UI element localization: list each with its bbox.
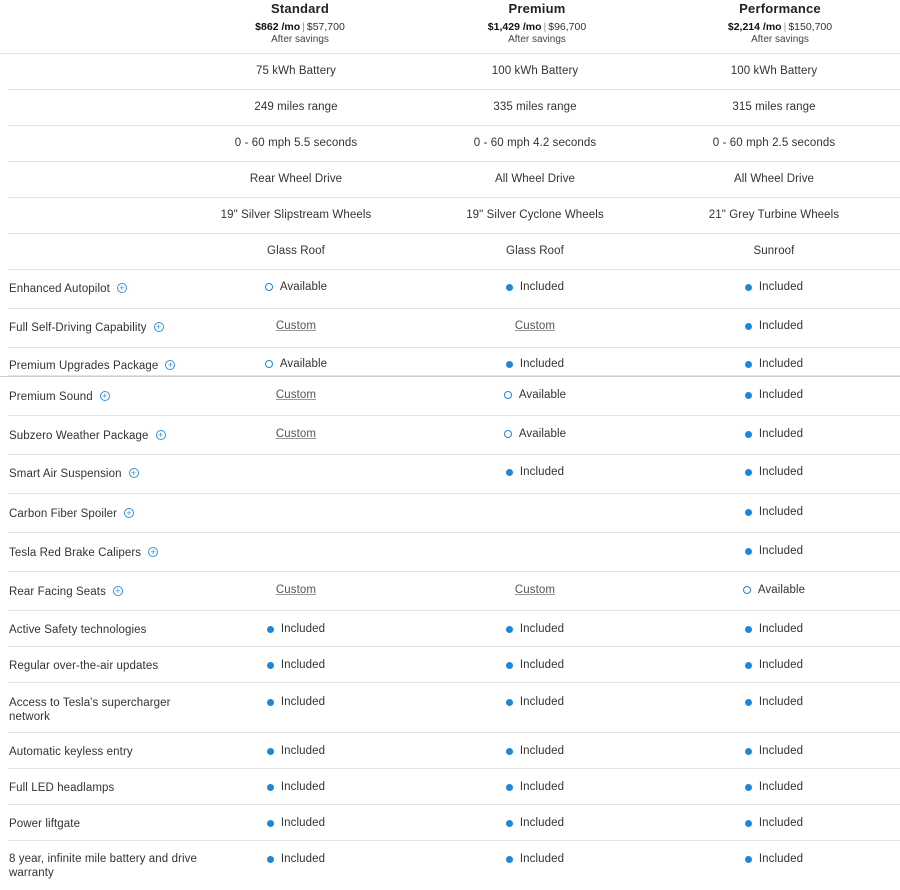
filled-dot-icon xyxy=(267,820,274,827)
status-text: Included xyxy=(758,696,804,708)
spec-cell: Sunroof xyxy=(753,245,795,257)
feature-row xyxy=(8,309,900,348)
plan-monthly-price: $1,429 /mo xyxy=(487,21,542,33)
feature-cell xyxy=(176,781,416,794)
feature-cell xyxy=(176,853,416,866)
spec-row xyxy=(8,90,900,126)
included-status xyxy=(745,781,803,793)
spec-cell: 0 - 60 mph 5.5 seconds xyxy=(234,137,358,149)
included-status xyxy=(745,696,803,708)
feature-cell xyxy=(654,659,894,672)
included-status xyxy=(745,745,803,757)
feature-cell xyxy=(654,696,894,709)
feature-cell xyxy=(176,659,416,672)
filled-dot-icon xyxy=(506,748,513,755)
status-text: Included xyxy=(758,853,804,865)
filled-dot-icon xyxy=(506,469,513,476)
feature-cell xyxy=(654,781,894,794)
feature-cell xyxy=(654,623,894,636)
filled-dot-icon xyxy=(506,361,513,368)
spec-cell: Glass Roof xyxy=(506,245,564,257)
custom-link[interactable]: Custom xyxy=(275,428,317,440)
info-plus-icon[interactable]: + xyxy=(113,586,123,596)
feature-cell xyxy=(654,853,894,866)
status-text: Included xyxy=(519,745,565,757)
status-text: Included xyxy=(280,623,326,635)
filled-dot-icon xyxy=(745,392,752,399)
feature-label-text: Automatic keyless entry xyxy=(9,746,133,758)
feature-label-text: Full LED headlamps xyxy=(9,782,115,794)
feature-cell xyxy=(654,281,894,294)
feature-row xyxy=(8,348,900,376)
spec-cell: 19" Silver Slipstream Wheels xyxy=(220,209,372,221)
feature-cell xyxy=(176,428,416,440)
feature-row xyxy=(8,270,900,309)
custom-link[interactable]: Custom xyxy=(275,389,317,401)
status-text: Available xyxy=(279,281,328,293)
status-text: Included xyxy=(280,817,326,829)
feature-row xyxy=(8,647,900,683)
filled-dot-icon xyxy=(267,662,274,669)
status-text: Included xyxy=(758,545,804,557)
status-text: Included xyxy=(519,623,565,635)
available-status xyxy=(504,389,566,401)
included-status xyxy=(506,781,564,793)
filled-dot-icon xyxy=(745,626,752,633)
hollow-circle-icon xyxy=(504,391,512,399)
feature-cell xyxy=(415,428,655,441)
filled-dot-icon xyxy=(506,626,513,633)
feature-label xyxy=(9,817,80,831)
feature-row xyxy=(8,769,900,805)
feature-row xyxy=(8,533,900,572)
plan-total-price: $96,700 xyxy=(548,21,587,33)
included-status xyxy=(745,428,803,440)
feature-cell xyxy=(415,466,655,479)
status-text: Available xyxy=(518,389,567,401)
info-plus-icon[interactable]: + xyxy=(165,360,175,370)
filled-dot-icon xyxy=(745,748,752,755)
status-text: Available xyxy=(279,358,328,370)
feature-row xyxy=(8,733,900,769)
plan-performance xyxy=(660,0,900,45)
available-status xyxy=(265,281,327,293)
feature-cell xyxy=(415,781,655,794)
status-text: Available xyxy=(757,584,806,596)
spec-cell: Glass Roof xyxy=(267,245,325,257)
feature-cell xyxy=(654,545,894,558)
filled-dot-icon xyxy=(506,856,513,863)
feature-row xyxy=(8,841,900,890)
feature-cell xyxy=(176,745,416,758)
spec-cell: 21" Grey Turbine Wheels xyxy=(708,209,840,221)
included-status xyxy=(506,358,564,370)
spec-cell: All Wheel Drive xyxy=(733,173,815,185)
included-status xyxy=(267,623,325,635)
spec-cell: 315 miles range xyxy=(732,101,816,113)
included-status xyxy=(745,320,803,332)
filled-dot-icon xyxy=(267,784,274,791)
feature-cell xyxy=(415,817,655,830)
feature-label-text: Access to Tesla's supercharger network xyxy=(9,697,171,723)
status-text: Included xyxy=(280,659,326,671)
status-text: Included xyxy=(758,817,804,829)
info-plus-icon[interactable]: + xyxy=(100,391,110,401)
feature-label xyxy=(9,852,199,880)
filled-dot-icon xyxy=(267,748,274,755)
filled-dot-icon xyxy=(267,626,274,633)
info-plus-icon[interactable]: + xyxy=(129,468,139,478)
spec-row xyxy=(8,126,900,162)
status-text: Included xyxy=(758,506,804,518)
feature-cell xyxy=(415,320,655,332)
filled-dot-icon xyxy=(745,323,752,330)
info-plus-icon[interactable]: + xyxy=(156,430,166,440)
included-status xyxy=(267,781,325,793)
feature-row xyxy=(8,611,900,647)
feature-label-text: Premium Upgrades Package xyxy=(9,360,159,372)
feature-label-text: Rear Facing Seats xyxy=(9,586,106,598)
spec-cell: 0 - 60 mph 4.2 seconds xyxy=(473,137,597,149)
status-text: Included xyxy=(758,320,804,332)
status-text: Included xyxy=(519,817,565,829)
spec-cell: 100 kWh Battery xyxy=(491,65,579,77)
status-text: Included xyxy=(280,781,326,793)
feature-label-text: Smart Air Suspension xyxy=(9,468,122,480)
info-plus-icon[interactable]: + xyxy=(148,547,158,557)
feature-row xyxy=(8,494,900,533)
filled-dot-icon xyxy=(745,548,752,555)
status-text: Included xyxy=(280,745,326,757)
plan-savings-note: After savings xyxy=(271,34,329,45)
spec-cell: All Wheel Drive xyxy=(494,173,576,185)
filled-dot-icon xyxy=(745,699,752,706)
spec-cell: 0 - 60 mph 2.5 seconds xyxy=(712,137,836,149)
spec-cell: 335 miles range xyxy=(493,101,577,113)
feature-cell xyxy=(654,320,894,333)
feature-cell xyxy=(176,389,416,401)
filled-dot-icon xyxy=(745,820,752,827)
feature-label xyxy=(9,546,158,560)
feature-cell xyxy=(176,623,416,636)
feature-label-text: Active Safety technologies xyxy=(9,624,147,636)
plan-monthly-price: $2,214 /mo xyxy=(727,21,782,33)
feature-row xyxy=(8,683,900,733)
status-text: Included xyxy=(519,781,565,793)
feature-label-text: Premium Sound xyxy=(9,391,93,403)
included-status xyxy=(745,281,803,293)
filled-dot-icon xyxy=(267,699,274,706)
plan-monthly-price: $862 /mo xyxy=(255,21,301,33)
available-status xyxy=(265,358,327,370)
filled-dot-icon xyxy=(745,784,752,791)
hollow-circle-icon xyxy=(743,586,751,594)
hollow-circle-icon xyxy=(265,283,273,291)
feature-cell xyxy=(176,320,416,332)
spec-cell: 100 kWh Battery xyxy=(730,65,818,77)
included-status xyxy=(267,817,325,829)
spec-cell: 249 miles range xyxy=(254,101,338,113)
hollow-circle-icon xyxy=(504,430,512,438)
status-text: Included xyxy=(519,466,565,478)
filled-dot-icon xyxy=(745,509,752,516)
status-text: Included xyxy=(758,623,804,635)
included-status xyxy=(506,817,564,829)
included-status xyxy=(506,659,564,671)
feature-cell xyxy=(176,281,416,294)
feature-label-text: Full Self-Driving Capability xyxy=(9,322,147,334)
feature-cell xyxy=(176,696,416,709)
feature-cell xyxy=(415,623,655,636)
plan-standard xyxy=(180,0,420,45)
feature-cell xyxy=(654,817,894,830)
included-status xyxy=(745,659,803,671)
spec-row xyxy=(8,54,900,90)
feature-label-text: Power liftgate xyxy=(9,818,81,830)
info-plus-icon[interactable]: + xyxy=(154,322,164,332)
spec-row xyxy=(8,162,900,198)
included-status xyxy=(267,745,325,757)
included-status xyxy=(267,696,325,708)
status-text: Included xyxy=(280,853,326,865)
filled-dot-icon xyxy=(506,784,513,791)
status-text: Included xyxy=(519,358,565,370)
feature-label xyxy=(9,321,164,335)
included-status xyxy=(267,659,325,671)
feature-cell xyxy=(654,745,894,758)
info-plus-icon[interactable]: + xyxy=(117,283,127,293)
status-text: Included xyxy=(519,281,565,293)
plan-header xyxy=(0,0,900,54)
feature-cell xyxy=(654,428,894,441)
feature-cell xyxy=(415,659,655,672)
feature-label xyxy=(9,585,123,599)
plan-total-price: $150,700 xyxy=(788,21,833,33)
spec-cell: 75 kWh Battery xyxy=(255,65,336,77)
available-status xyxy=(504,428,566,440)
feature-label xyxy=(9,696,199,724)
feature-cell xyxy=(654,466,894,479)
custom-link[interactable]: Custom xyxy=(275,584,317,596)
included-status xyxy=(745,623,803,635)
filled-dot-icon xyxy=(745,361,752,368)
feature-cell xyxy=(654,584,894,597)
status-text: Included xyxy=(519,853,565,865)
filled-dot-icon xyxy=(506,820,513,827)
status-text: Included xyxy=(519,659,565,671)
included-status xyxy=(745,466,803,478)
feature-label xyxy=(9,359,175,373)
feature-row xyxy=(8,455,900,494)
included-status xyxy=(745,506,803,518)
feature-cell xyxy=(415,389,655,402)
plan-savings-note: After savings xyxy=(508,34,566,45)
feature-cell xyxy=(415,853,655,866)
filled-dot-icon xyxy=(506,284,513,291)
section-divider xyxy=(0,376,900,377)
feature-cell xyxy=(176,584,416,596)
feature-label-text: 8 year, infinite mile battery and drive warranty xyxy=(9,853,197,879)
feature-cell xyxy=(415,358,655,371)
spec-row xyxy=(8,234,900,270)
feature-cell xyxy=(176,817,416,830)
filled-dot-icon xyxy=(745,431,752,438)
status-text: Included xyxy=(758,781,804,793)
included-status xyxy=(745,545,803,557)
plan-price: $2,214 /mo | $150,700 xyxy=(727,21,833,33)
plan-premium xyxy=(417,0,657,45)
feature-cell xyxy=(654,358,894,371)
included-status xyxy=(267,853,325,865)
feature-cell xyxy=(415,745,655,758)
spec-cell: 19" Silver Cyclone Wheels xyxy=(466,209,604,221)
spec-row xyxy=(8,198,900,234)
feature-label-text: Enhanced Autopilot xyxy=(9,283,110,295)
filled-dot-icon xyxy=(267,856,274,863)
filled-dot-icon xyxy=(506,699,513,706)
filled-dot-icon xyxy=(745,284,752,291)
feature-row xyxy=(8,416,900,455)
included-status xyxy=(745,853,803,865)
plan-price: $862 /mo | $57,700 xyxy=(255,21,345,33)
custom-link[interactable]: Custom xyxy=(275,320,317,332)
custom-link[interactable]: Custom xyxy=(514,320,556,332)
included-status xyxy=(745,817,803,829)
status-text: Included xyxy=(758,281,804,293)
feature-label xyxy=(9,467,139,481)
feature-label xyxy=(9,781,114,795)
included-status xyxy=(745,358,803,370)
status-text: Included xyxy=(758,745,804,757)
plan-name: Performance xyxy=(739,1,821,16)
included-status xyxy=(506,466,564,478)
feature-cell xyxy=(415,281,655,294)
status-text: Included xyxy=(758,659,804,671)
feature-label-text: Regular over-the-air updates xyxy=(9,660,159,672)
feature-cell xyxy=(654,389,894,402)
status-text: Included xyxy=(758,358,804,370)
custom-link[interactable]: Custom xyxy=(514,584,556,596)
included-status xyxy=(745,389,803,401)
filled-dot-icon xyxy=(745,662,752,669)
feature-row xyxy=(8,377,900,416)
status-text: Included xyxy=(758,428,804,440)
status-text: Included xyxy=(758,466,804,478)
feature-label xyxy=(9,623,146,637)
feature-row xyxy=(8,572,900,611)
spec-cell: Rear Wheel Drive xyxy=(249,173,343,185)
feature-row xyxy=(8,805,900,841)
feature-label xyxy=(9,659,158,673)
included-status xyxy=(506,623,564,635)
included-status xyxy=(506,281,564,293)
feature-cell xyxy=(654,506,894,519)
filled-dot-icon xyxy=(506,662,513,669)
feature-label xyxy=(9,282,127,296)
hollow-circle-icon xyxy=(265,360,273,368)
filled-dot-icon xyxy=(745,469,752,476)
status-text: Included xyxy=(519,696,565,708)
plan-total-price: $57,700 xyxy=(306,21,345,33)
feature-cell xyxy=(415,696,655,709)
feature-cell xyxy=(176,358,416,371)
status-text: Available xyxy=(518,428,567,440)
feature-label-text: Subzero Weather Package xyxy=(9,430,149,442)
feature-label xyxy=(9,429,166,443)
included-status xyxy=(506,745,564,757)
feature-label-text: Tesla Red Brake Calipers xyxy=(9,547,142,559)
status-text: Included xyxy=(280,696,326,708)
feature-label-text: Carbon Fiber Spoiler xyxy=(9,508,118,520)
plan-price: $1,429 /mo | $96,700 xyxy=(487,21,587,33)
feature-label xyxy=(9,390,110,404)
plan-name: Standard xyxy=(271,1,329,16)
info-plus-icon[interactable]: + xyxy=(124,508,134,518)
feature-label xyxy=(9,507,134,521)
feature-label xyxy=(9,745,133,759)
status-text: Included xyxy=(758,389,804,401)
plan-name: Premium xyxy=(508,1,566,16)
included-status xyxy=(506,853,564,865)
plan-savings-note: After savings xyxy=(751,34,809,45)
available-status xyxy=(743,584,805,596)
feature-cell xyxy=(415,584,655,596)
filled-dot-icon xyxy=(745,856,752,863)
included-status xyxy=(506,696,564,708)
